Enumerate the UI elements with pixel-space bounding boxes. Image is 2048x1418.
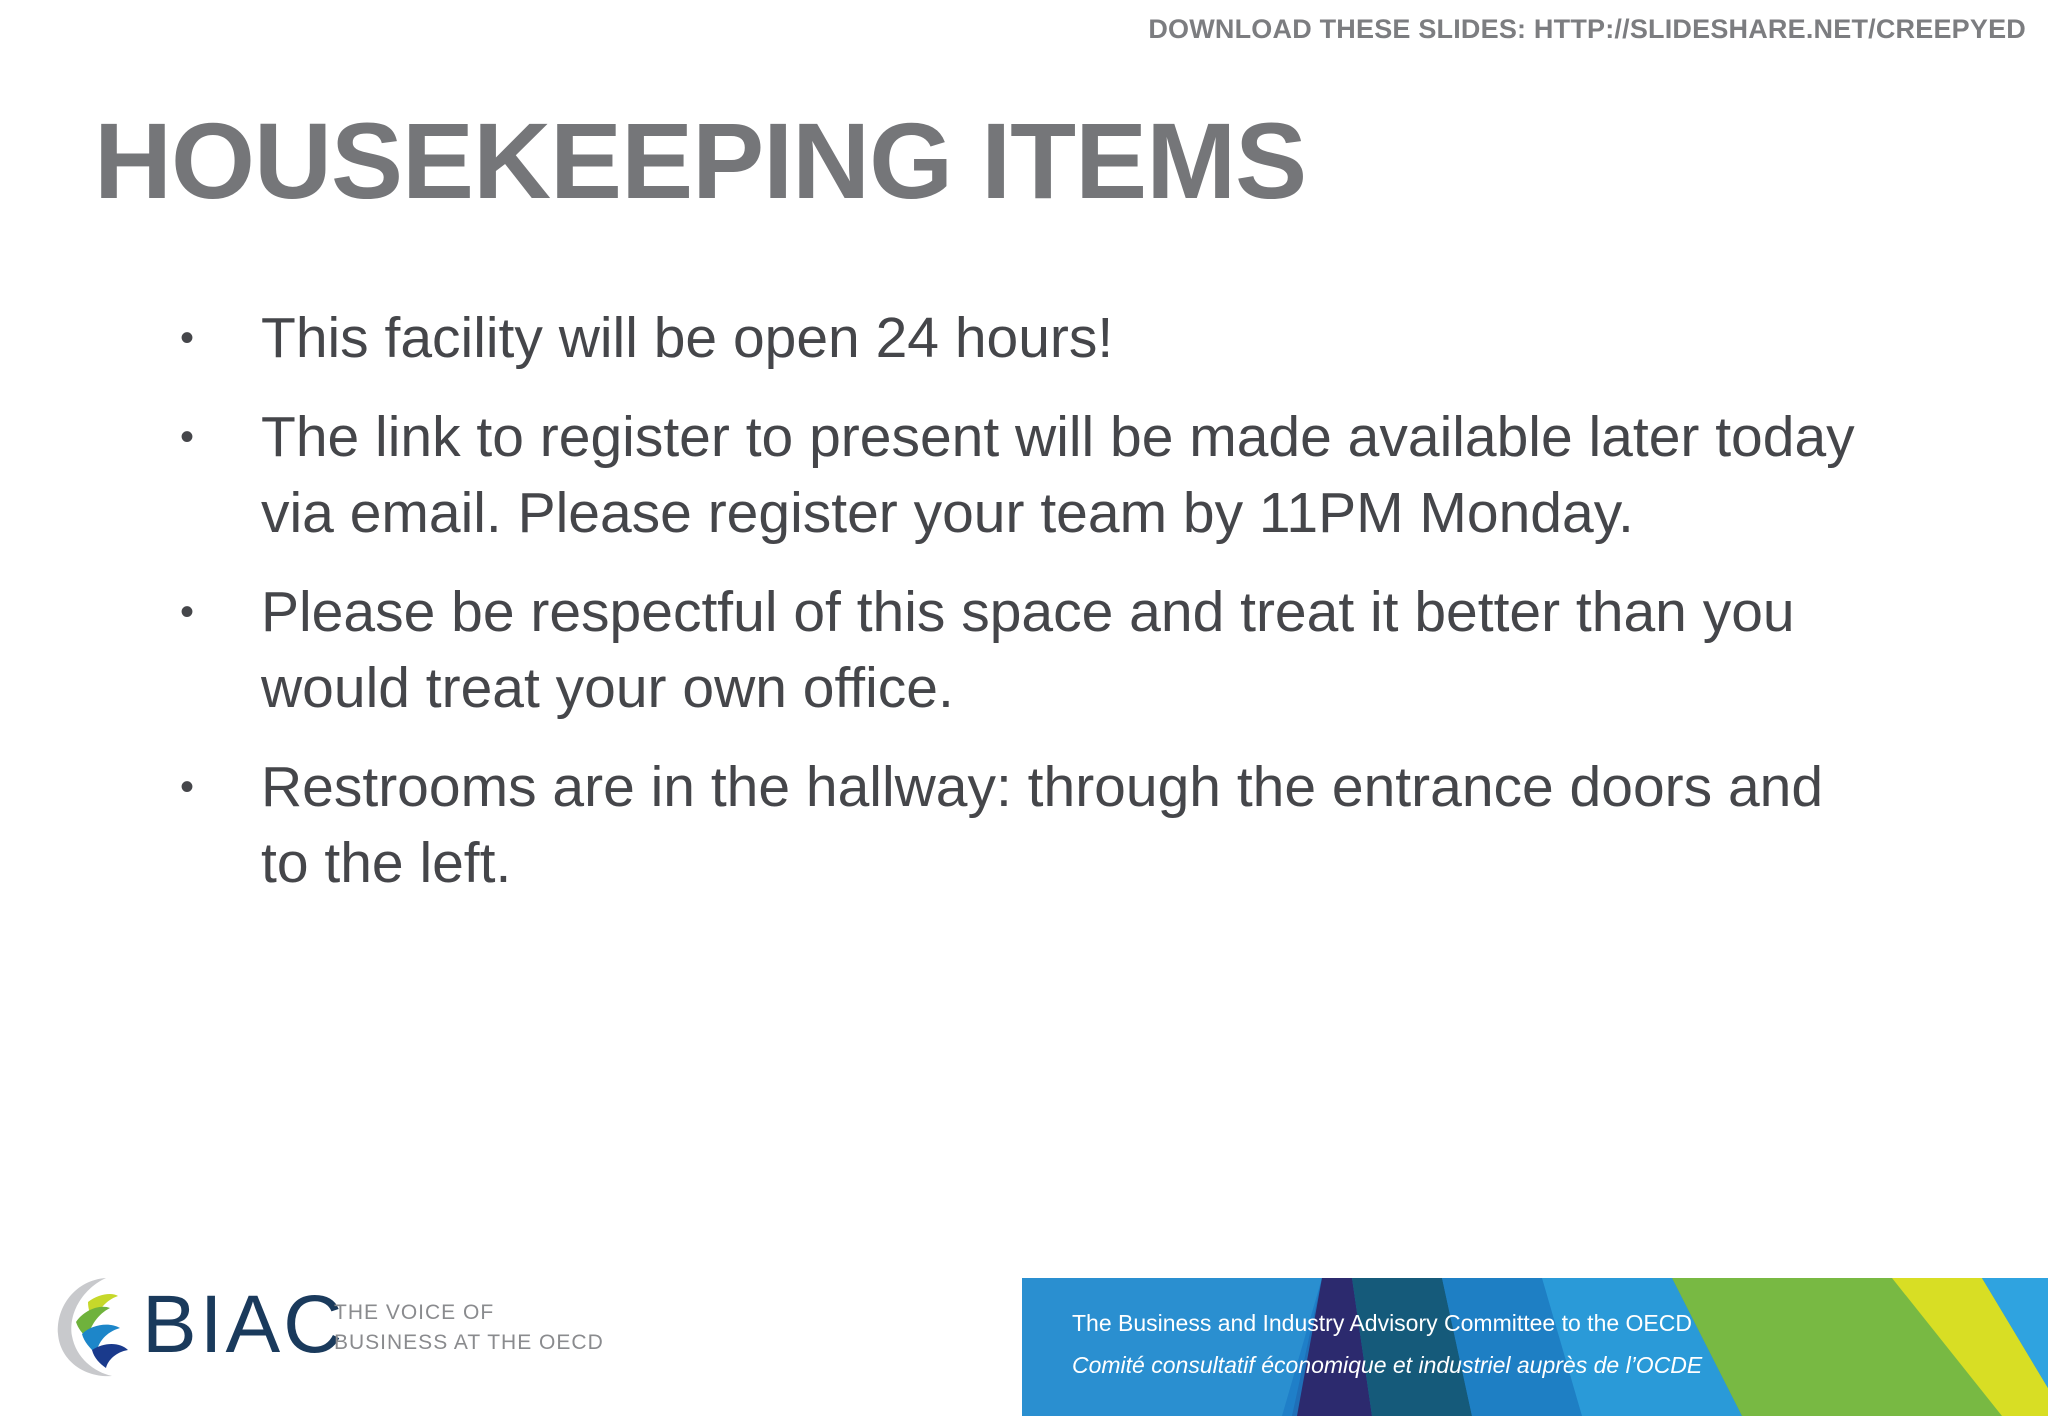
banner-stripes-graphic: [1022, 1278, 2048, 1416]
bullet-text: Restrooms are in the hallway: through the entrance doors and to the left.: [261, 755, 1824, 895]
bullet-item: [176, 749, 1876, 901]
banner-english-text: The Business and Industry Advisory Committee to the OECD: [1072, 1310, 1692, 1336]
footer-banner: [1022, 1278, 2048, 1416]
tagline-line-2: BUSINESS AT THE OECD: [334, 1331, 604, 1354]
biac-wordmark: BIAC: [142, 1279, 346, 1370]
bullet-item: [176, 399, 1876, 551]
bullet-marker: •: [180, 765, 195, 809]
biac-tagline: [334, 1298, 604, 1358]
bullet-item: [176, 574, 1876, 726]
bullet-list: [176, 300, 1876, 924]
bullet-marker: •: [180, 415, 195, 459]
bullet-item: [176, 300, 1876, 376]
bullet-text: Please be respectful of this space and treat it better than you would treat your own office.: [261, 580, 1795, 720]
tagline-line-1: THE VOICE OF: [334, 1301, 495, 1324]
download-note: DOWNLOAD THESE SLIDES: HTTP://SLIDESHARE.NET/CREEPYED: [1148, 14, 2026, 44]
bullet-text: This facility will be open 24 hours!: [261, 306, 1114, 370]
bullet-text: The link to register to present will be made available later today via email. Please register your team by 11PM Monday.: [261, 405, 1855, 545]
biac-swoosh-icon: [54, 1272, 154, 1382]
bullet-marker: •: [180, 590, 195, 634]
slide-title: HOUSEKEEPING ITEMS: [94, 100, 1307, 221]
bullet-marker: •: [180, 316, 195, 360]
biac-logo: [54, 1272, 604, 1388]
banner-french-text: Comité consultatif économique et industriel auprès de l’OCDE: [1072, 1352, 1703, 1378]
